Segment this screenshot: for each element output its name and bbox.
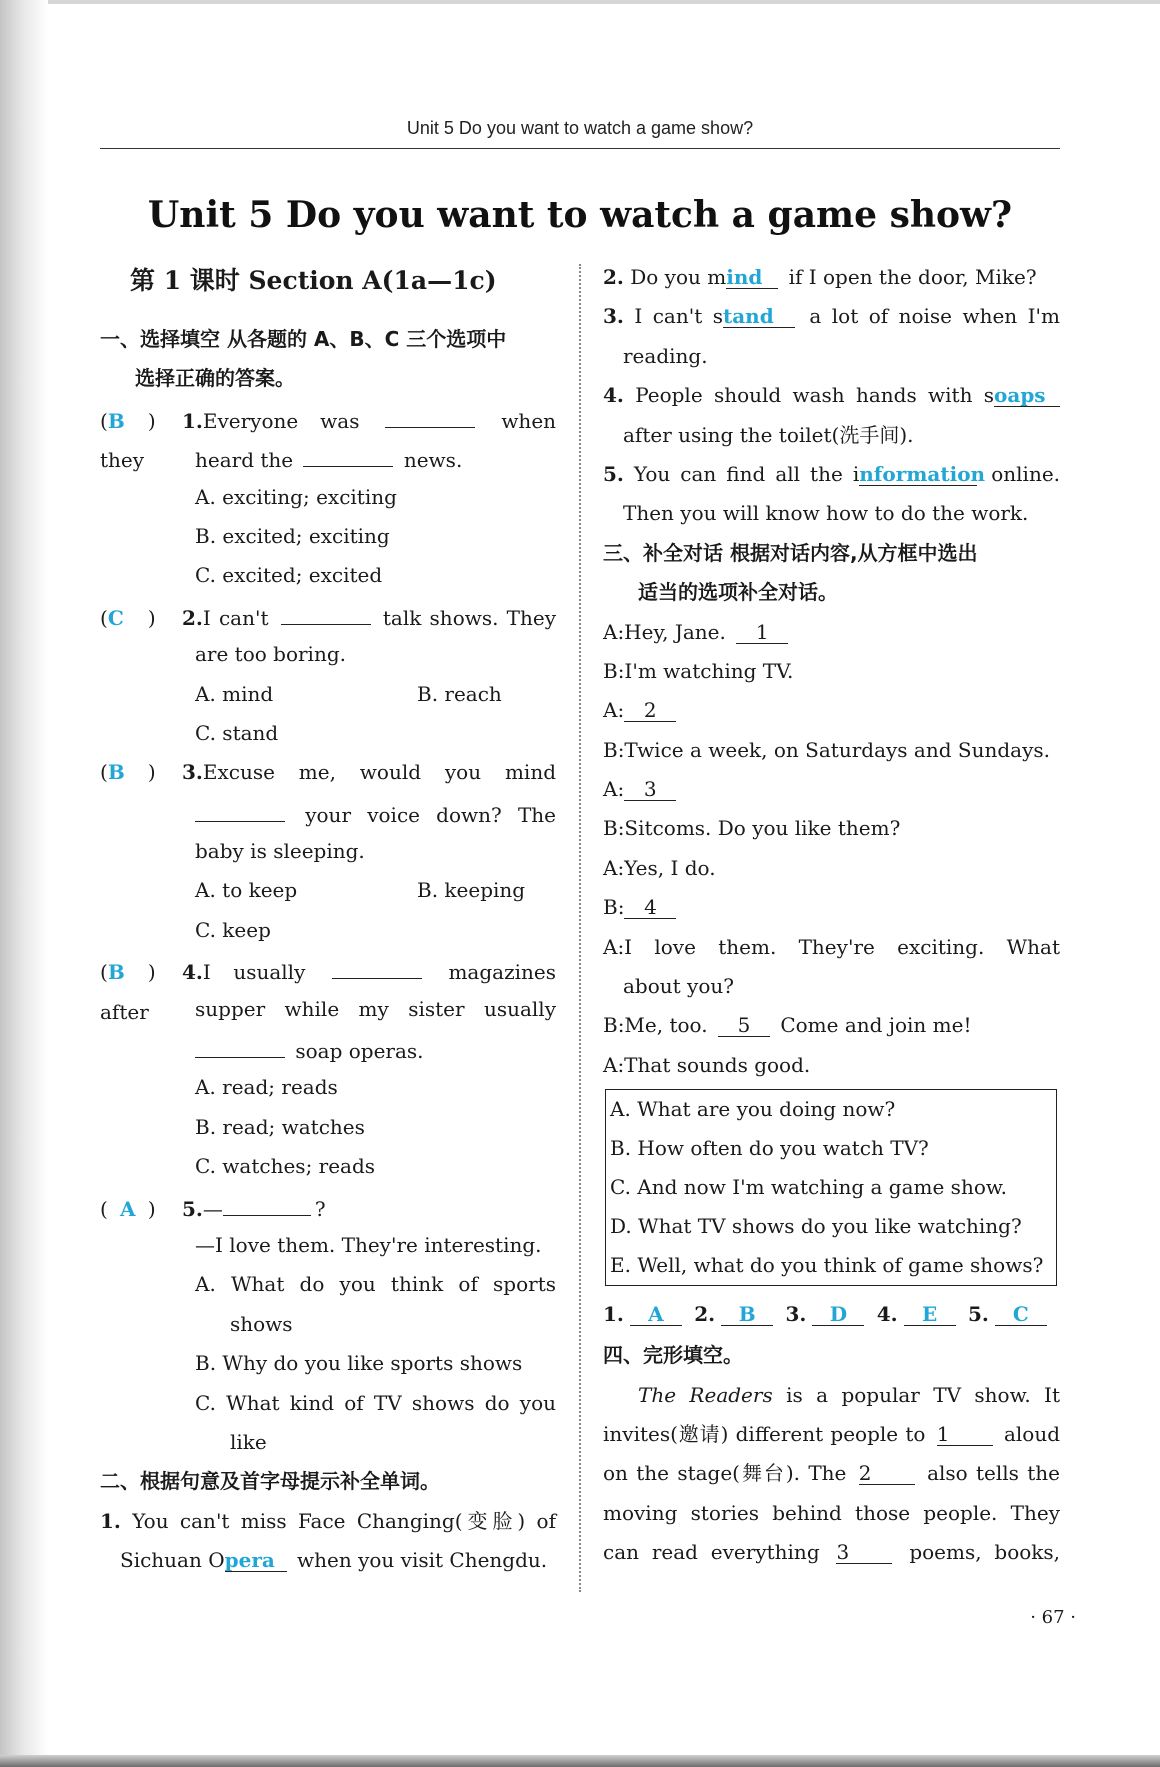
answer-blank: oaps [994,378,1060,407]
dialogue-answers: 1. A 2. B 3. D 4. E 5. C [603,1292,1060,1336]
word-question-1-cont: Sichuan Opera when you visit Chengdu. [100,1541,556,1580]
option-c: C. keep [195,917,271,942]
box-option: A. What are you doing now? [610,1097,896,1122]
dialogue-blank: 2 [624,693,676,722]
blank [223,1187,311,1216]
dialogue-line: B: 4 [603,888,1060,927]
option-b: B. keeping [417,878,526,903]
cloze-blank: 1 [937,1417,993,1446]
dialogue-blank: 5 [718,1008,770,1037]
blank [195,793,285,822]
page-edge-shadow [0,0,48,1767]
word-question-5: 5. You can find all the information online. [603,455,1060,494]
option-b: B. reach [417,681,502,706]
box-option: E. Well, what do you think of game shows? [610,1253,1044,1278]
cloze-line: invites(邀请) different people to 1 aloud [603,1415,1060,1454]
answer-2: C [107,605,124,630]
question-4: (B ) 4.I usually magazines after [100,950,556,989]
page-title: Unit 5 Do you want to watch a game show? [147,194,1013,236]
answer-blank: nformation [859,457,977,486]
section-heading-4: 四、完形填空。 [603,1343,743,1368]
option-a: A. exciting; exciting [195,484,397,509]
option-a: A. mind [195,681,274,706]
cloze-blank: 2 [859,1456,915,1485]
question-4-cont: supper while my sister usually [195,996,556,1021]
question-3-cont: your voice down? The [100,793,556,832]
answer-5: A [120,1196,136,1221]
word-question-4-cont: after using the toilet(洗手间). [623,422,914,447]
cloze-line: can read everything 3 poems, books, [603,1533,1060,1572]
dialogue-line-cont: about you? [623,974,734,999]
option-c: C. stand [195,720,279,745]
blank [303,438,393,467]
option-a: A. read; reads [195,1075,338,1100]
section-heading-3: 三、补全对话 根据对话内容,从方框中选出 [603,540,978,565]
blank [195,1029,285,1058]
option-b: B. excited; exciting [195,523,390,548]
answer-1: B [107,408,125,433]
option-c: C. excited; excited [195,563,383,588]
page-number: · 67 · [1030,1607,1076,1628]
question-5: ( A ) 5.— ? [100,1187,556,1226]
dialogue-line: A: 2 [603,691,1060,730]
section-heading-1: 一、选择填空 从各题的 A、B、C 三个选项中 [100,327,507,351]
section-heading-3-cont: 适当的选项补全对话。 [638,580,838,605]
option-row [100,871,556,910]
option-row [100,675,556,714]
word-question-2: 2. Do you mind if I open the door, Mike? [603,258,1060,297]
dialogue-blank: 1 [736,615,788,644]
option-a-cont: shows [230,1311,293,1336]
box-option: D. What TV shows do you like watching? [610,1214,1022,1239]
page-edge-bottom [0,1755,1160,1767]
cloze-line: The Readers is a popular TV show. It [638,1382,1060,1407]
answer-blank: B [721,1297,773,1326]
word-question-4: 4. People should wash hands with soaps [603,376,1060,415]
answer-3: B [107,760,125,785]
dialogue-blank: 4 [624,890,676,919]
option-c: C. watches; reads [195,1154,376,1179]
cloze-line: moving stories behind those people. They [603,1500,1060,1525]
dialogue-line: A: 3 [603,770,1060,809]
blank [385,399,475,428]
box-option: C. And now I'm watching a game show. [610,1175,1007,1200]
question-1: (B ) 1.Everyone was when they [100,399,556,438]
answer-blank: A [630,1297,682,1326]
word-question-3: 3. I can't stand a lot of noise when I'm [603,297,1060,336]
page-edge-top [0,0,1160,4]
cloze-line: on the stage(舞台). The 2 also tells the [603,1454,1060,1493]
blank [332,950,422,979]
lesson-title: 第 1 课时 Section A(1a—1c) [130,266,497,295]
cloze-blank: 3 [836,1535,892,1564]
section-heading-2: 二、根据句意及首字母提示补全单词。 [100,1469,440,1494]
question-5-cont: —I love them. They're interesting. [195,1232,542,1257]
blank [281,596,371,625]
dialogue-line: B:Twice a week, on Saturdays and Sundays. [603,737,1050,762]
answer-blank: C [995,1297,1047,1326]
option-a: A. to keep [195,878,298,903]
dialogue-line: B:Sitcoms. Do you like them? [603,816,901,841]
option-b: B. Why do you like sports shows [195,1351,523,1376]
section-heading-1-cont: 选择正确的答案。 [135,366,295,391]
word-question-1: 1. You can't miss Face Changing(变脸) of [100,1508,556,1533]
word-question-3-cont: reading. [623,343,708,368]
option-a: A. What do you think of sports [195,1272,556,1297]
question-2-cont: are too boring. [195,642,346,667]
question-3: (B ) 3.Excuse me, would you mind [100,753,556,792]
question-1-cont: heard the news. [100,438,556,477]
options-box [605,1089,1057,1286]
right-column [603,258,1060,1573]
option-b: B. read; watches [195,1114,365,1139]
dialogue-line: A:I love them. They're exciting. What [603,934,1060,959]
dialogue-blank: 3 [624,772,676,801]
column-divider [579,264,581,1592]
dialogue-line: B:Me, too. 5 Come and join me! [603,1006,1060,1045]
header-rule [100,148,1060,149]
box-option: B. How often do you watch TV? [610,1136,929,1161]
word-question-5-cont: Then you will know how to do the work. [623,501,1029,526]
dialogue-line: B:I'm watching TV. [603,658,794,683]
option-c: C. What kind of TV shows do you [195,1390,556,1415]
answer-blank: tand [723,299,795,328]
left-column [100,258,556,1581]
answer-4: B [107,960,125,985]
dialogue-line: A:Yes, I do. [603,855,716,880]
running-header: Unit 5 Do you want to watch a game show? [406,118,754,138]
option-c-cont: like [230,1429,267,1454]
answer-blank: D [812,1297,864,1326]
dialogue-line: A:Hey, Jane. 1 [603,613,1060,652]
question-4-cont2: soap operas. [100,1029,556,1068]
answer-blank: ind [726,260,778,289]
answer-blank: E [904,1297,956,1326]
answer-blank: pera [225,1543,287,1572]
question-3-cont2: baby is sleeping. [195,839,365,864]
dialogue-line: A:That sounds good. [603,1052,811,1077]
question-2: (C ) 2.I can't talk shows. They [100,596,556,635]
